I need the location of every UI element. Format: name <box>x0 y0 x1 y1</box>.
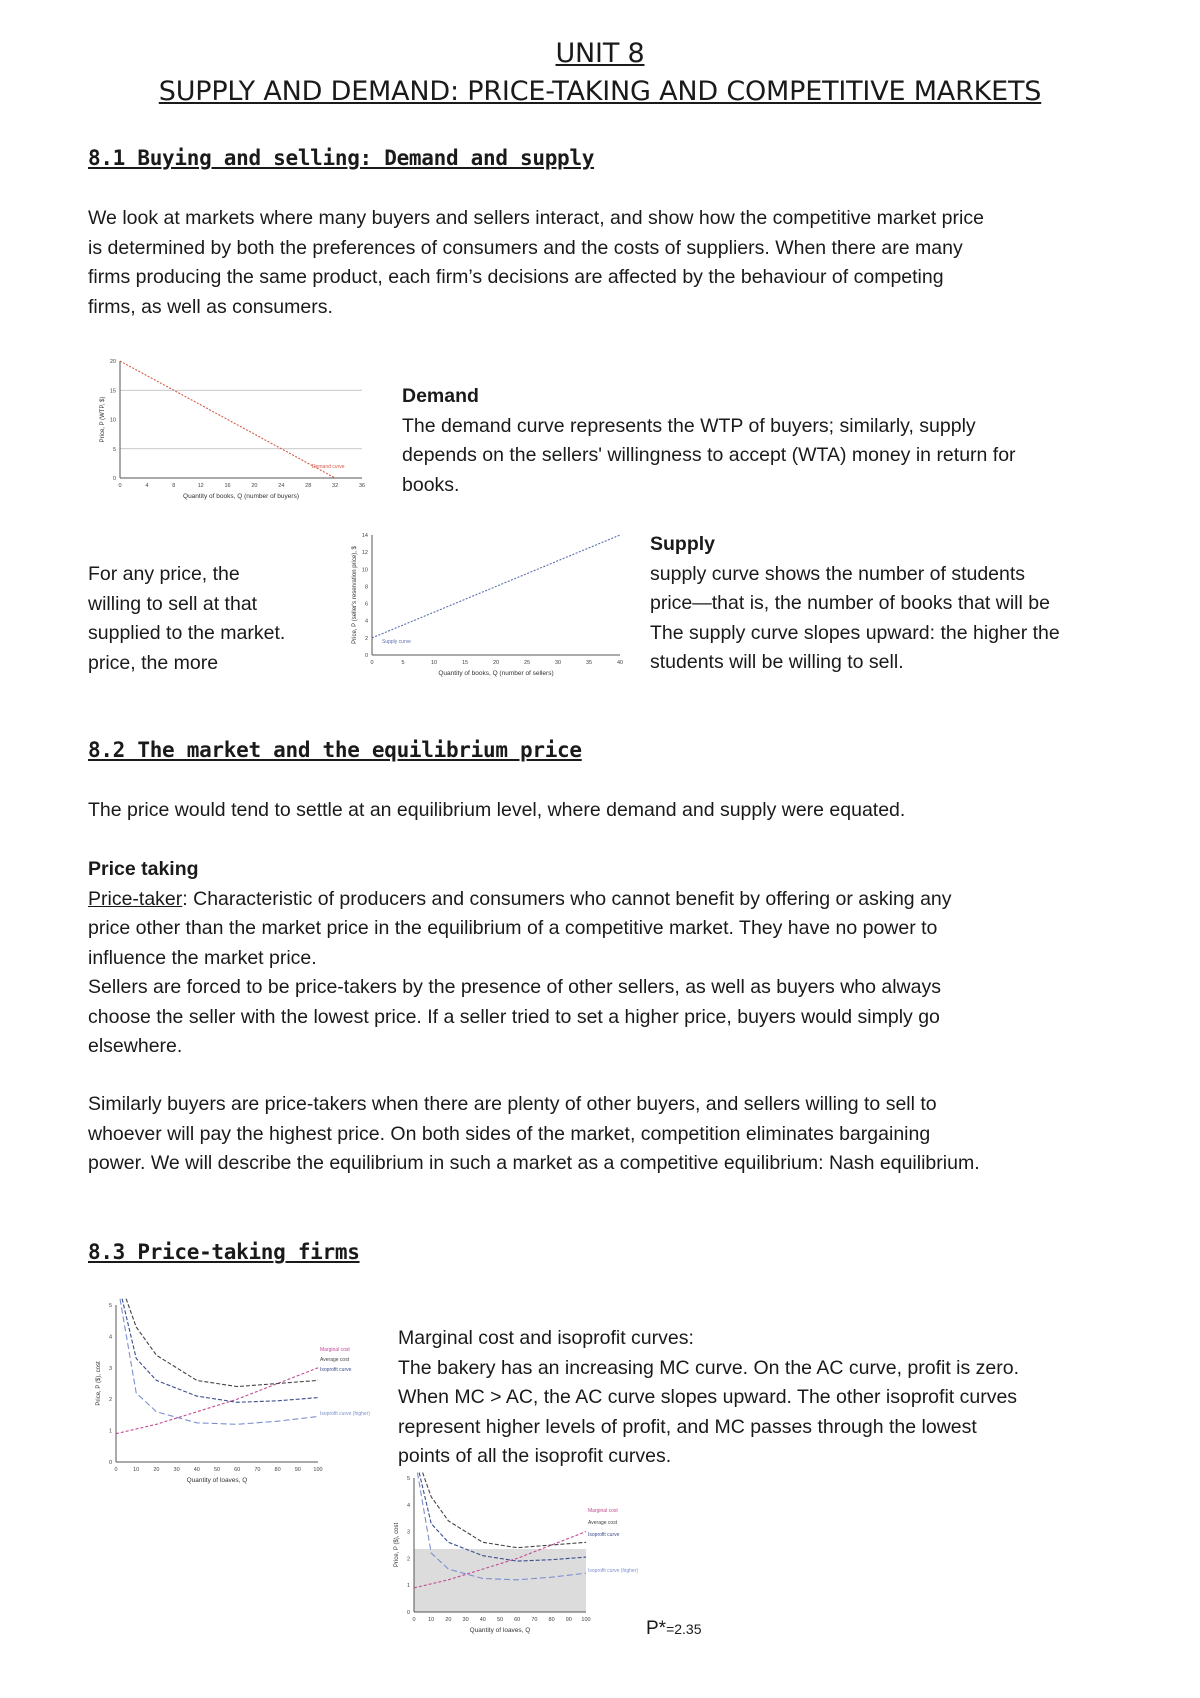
x-tick-label: 20 <box>492 660 500 666</box>
x-axis-label: Quantity of books, Q (number of buyers) <box>183 493 299 500</box>
x-axis-label: Quantity of loaves, Q <box>469 1627 531 1634</box>
series-line <box>419 1473 586 1562</box>
text-line: price—that is, the number of books that will be <box>650 592 1050 614</box>
demand-title: Demand <box>402 385 479 407</box>
text-line: firms producing the same product, each firm’s decisions are affected by the behaviour of competing <box>88 266 944 288</box>
series-label: Isoprofit curve (higher) <box>588 1568 639 1574</box>
supply-title: Supply <box>650 533 716 555</box>
x-tick-label: 20 <box>251 483 258 489</box>
x-axis-label: Quantity of loaves, Q <box>186 1477 248 1484</box>
y-tick-label: 0 <box>364 653 368 659</box>
y-tick-label: 0 <box>108 1460 112 1466</box>
equilibrium-price-note <box>646 1618 702 1640</box>
y-tick-label: 2 <box>364 635 368 642</box>
text-line: When MC > AC, the AC curve slopes upward. The other isoprofit curves <box>398 1386 1018 1408</box>
x-tick-label: 36 <box>358 483 366 489</box>
text-line: willing to sell at that <box>88 592 258 615</box>
x-tick-label: 60 <box>514 1617 521 1623</box>
series-line <box>126 1299 318 1387</box>
y-tick-label: 3 <box>406 1529 410 1536</box>
x-tick-label: 35 <box>585 660 593 666</box>
x-tick-label: 16 <box>224 483 231 489</box>
series-label: Isoprofit curve <box>588 1532 620 1538</box>
y-tick-label: 0 <box>112 476 116 482</box>
text-line: Sellers are forced to be price-takers by the presence of other sellers, as well as buyers who always <box>88 976 941 998</box>
x-tick-label: 5 <box>401 660 405 666</box>
text-line: represent higher levels of profit, and MC passes through the lowest <box>398 1415 977 1438</box>
x-tick-label: 10 <box>430 660 438 666</box>
x-tick-label: 20 <box>153 1467 160 1473</box>
x-tick-label: 70 <box>531 1617 538 1623</box>
text-line: The demand curve represents the WTP of buyers; similarly, supply <box>402 414 976 437</box>
text-line: Similarly buyers are price-takers when there are plenty of other buyers, and sellers willing to sell to <box>88 1093 937 1115</box>
text-line: supply curve shows the number of students <box>650 562 1026 585</box>
series-label: Supply curve <box>382 639 411 645</box>
x-tick-label: 90 <box>294 1467 301 1473</box>
x-tick-label: 100 <box>313 1467 323 1473</box>
p-star-value: =2.35 <box>666 1621 702 1637</box>
text-line: choose the seller with the lowest price. If a seller tried to set a higher price, buyers would simply go <box>88 1005 940 1028</box>
x-tick-label: 28 <box>305 483 312 489</box>
x-tick-label: 40 <box>616 660 624 666</box>
supply-chart <box>340 527 640 687</box>
x-tick-label: 0 <box>412 1617 416 1623</box>
x-tick-label: 50 <box>213 1467 221 1473</box>
x-tick-label: 10 <box>428 1617 435 1623</box>
y-tick-label: 5 <box>112 446 116 453</box>
x-tick-label: 30 <box>173 1467 180 1473</box>
text-line: elsewhere. <box>88 1035 183 1057</box>
p-star-label: P* <box>646 1618 667 1639</box>
x-tick-label: 32 <box>332 483 339 489</box>
y-tick-label: 8 <box>364 584 368 591</box>
x-tick-label: 25 <box>523 660 531 666</box>
equilibrium-paragraph: The price would tend to settle at an equilibrium level, where demand and supply were equated. <box>88 799 906 821</box>
section-heading-8-2: 8.2 The market and the equilibrium price <box>88 738 582 762</box>
unit-heading: UNIT 8 <box>555 38 645 69</box>
supply-paragraph <box>650 530 1060 678</box>
series-label: Marginal cost <box>320 1347 350 1353</box>
section-heading-8-3: 8.3 Price-taking firms <box>88 1240 360 1264</box>
x-tick-label: 4 <box>145 483 149 489</box>
text-line: is determined by both the preferences of consumers and the costs of suppliers. When there are many <box>88 236 963 259</box>
price-taking-title: Price taking <box>88 858 199 880</box>
price-taker-definition: : Characteristic of producers and consumers who cannot benefit by offering or asking any <box>182 887 952 910</box>
text-line: books. <box>402 473 460 496</box>
buyers-paragraph <box>88 1090 980 1179</box>
y-tick-label: 10 <box>109 417 116 424</box>
x-tick-label: 50 <box>496 1617 504 1623</box>
x-tick-label: 10 <box>133 1467 140 1473</box>
demand-chart <box>90 353 380 513</box>
x-tick-label: 70 <box>254 1467 261 1473</box>
text-line: students will be willing to sell. <box>650 651 904 673</box>
supply-left-fragment <box>88 560 285 678</box>
text-line: supplied to the market. <box>88 622 286 644</box>
y-tick-label: 0 <box>406 1610 410 1616</box>
text-line: points of all the isoprofit curves. <box>398 1445 672 1467</box>
series-line <box>120 1299 318 1425</box>
y-tick-label: 3 <box>108 1365 112 1372</box>
y-tick-label: 1 <box>406 1583 410 1590</box>
y-tick-label: 5 <box>406 1476 410 1482</box>
series-label: Average cost <box>588 1520 618 1526</box>
text-line: The supply curve slopes upward: the higher the <box>650 621 1060 644</box>
series-label: Marginal cost <box>588 1508 618 1514</box>
x-tick-label: 0 <box>114 1467 118 1473</box>
y-tick-label: 14 <box>361 533 368 539</box>
x-tick-label: 90 <box>565 1617 572 1623</box>
y-tick-label: 20 <box>109 359 116 365</box>
y-tick-label: 1 <box>108 1428 112 1435</box>
y-tick-label: 10 <box>361 567 368 574</box>
text-line <box>88 885 952 915</box>
x-tick-label: 80 <box>274 1467 281 1473</box>
y-axis-label: Price, P (WTP, $) <box>100 396 106 443</box>
y-tick-label: 2 <box>406 1556 410 1563</box>
mc-title: Marginal cost and isoprofit curves: <box>398 1327 694 1349</box>
text-line: For any price, the <box>88 563 240 585</box>
y-tick-label: 2 <box>108 1397 112 1404</box>
text-line: price other than the market price in the equilibrium of a competitive market. They have no power to <box>88 917 938 939</box>
x-tick-label: 0 <box>370 660 374 666</box>
intro-paragraph <box>88 204 984 322</box>
y-tick-label: 5 <box>108 1303 112 1309</box>
demand-paragraph <box>402 382 1016 500</box>
x-tick-label: 40 <box>193 1467 200 1473</box>
y-tick-label: 12 <box>361 550 368 557</box>
x-tick-label: 60 <box>234 1467 241 1473</box>
x-tick-label: 8 <box>172 483 176 489</box>
x-tick-label: 15 <box>461 660 469 666</box>
series-line <box>120 361 335 478</box>
text-line: depends on the sellers' willingness to accept (WTA) money in return for <box>402 444 1016 466</box>
x-tick-label: 100 <box>581 1617 591 1623</box>
series-line <box>423 1473 586 1548</box>
text-line: power. We will describe the equilibrium in such a market as a competitive equilibrium: Nash equilibrium. <box>88 1152 980 1174</box>
x-tick-label: 0 <box>118 483 122 489</box>
series-label: Average cost <box>320 1357 350 1363</box>
x-axis-label: Quantity of books, Q (number of sellers) <box>438 670 554 677</box>
series-line <box>122 1299 318 1403</box>
y-tick-label: 4 <box>406 1502 410 1509</box>
x-tick-label: 12 <box>197 483 204 489</box>
y-axis-label: Price, P ($), cost <box>96 1361 102 1406</box>
series-label: Demand curve <box>312 464 345 470</box>
series-line <box>372 535 620 638</box>
y-axis-label: Price, P (seller's reservation price), $ <box>352 546 358 644</box>
text-line: price, the more <box>88 651 219 674</box>
text-line: We look at markets where many buyers and sellers interact, and show how the competitive market price <box>88 207 984 229</box>
x-tick-label: 80 <box>548 1617 555 1623</box>
x-tick-label: 20 <box>445 1617 452 1623</box>
x-tick-label: 24 <box>278 483 285 489</box>
text-line: influence the market price. <box>88 946 317 969</box>
y-tick-label: 4 <box>364 618 368 625</box>
text-line: whoever will pay the highest price. On both sides of the market, competition eliminates bargaining <box>88 1122 931 1145</box>
isoprofit-price-chart <box>388 1472 653 1640</box>
x-tick-label: 30 <box>462 1617 469 1623</box>
y-tick-label: 4 <box>108 1334 112 1341</box>
series-label: Isoprofit curve <box>320 1367 352 1373</box>
x-tick-label: 40 <box>479 1617 486 1623</box>
y-tick-label: 6 <box>364 601 368 608</box>
marginal-cost-paragraph <box>398 1324 1019 1472</box>
x-tick-label: 30 <box>554 660 562 666</box>
price-taker-term: Price-taker <box>88 887 183 910</box>
section-heading-8-1: 8.1 Buying and selling: Demand and supply <box>88 146 595 170</box>
text-line: firms, as well as consumers. <box>88 295 333 318</box>
price-taking-block <box>88 855 952 1062</box>
document-title: SUPPLY AND DEMAND: PRICE-TAKING AND COMPETITIVE MARKETS <box>158 76 1042 107</box>
series-label: Isoprofit curve (higher) <box>320 1411 371 1417</box>
isoprofit-chart <box>88 1297 378 1492</box>
y-tick-label: 15 <box>109 388 116 395</box>
y-axis-label: Price, P ($), cost <box>394 1522 400 1568</box>
text-line: The bakery has an increasing MC curve. On the AC curve, profit is zero. <box>398 1356 1020 1379</box>
